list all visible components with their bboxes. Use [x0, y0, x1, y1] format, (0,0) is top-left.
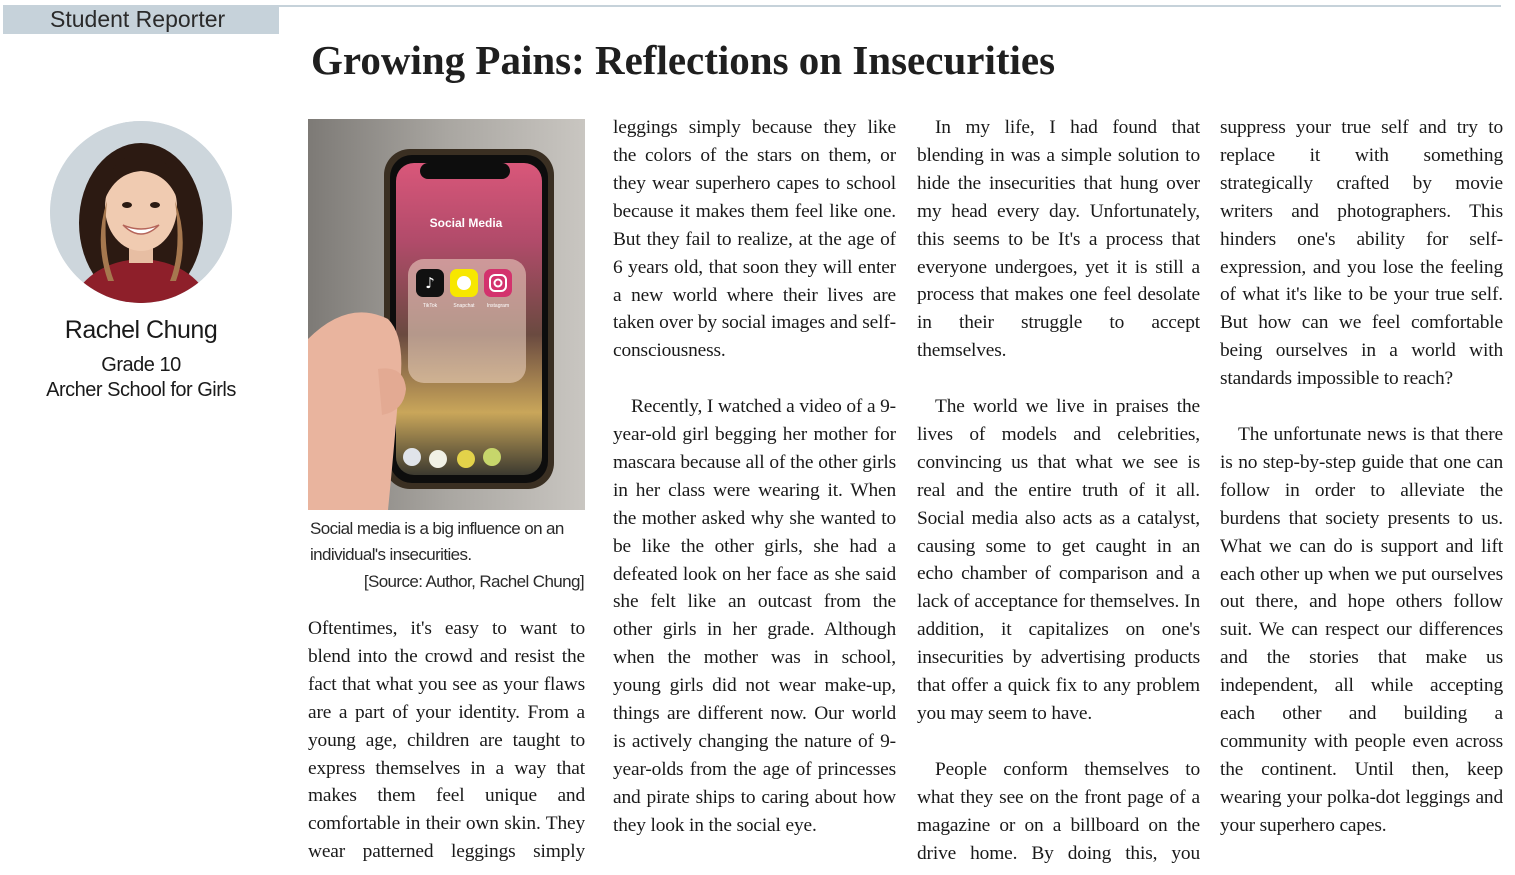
article-column-3 — [917, 114, 1200, 871]
author-grade: Grade 10 — [101, 354, 181, 376]
article-photo — [308, 119, 585, 510]
article-paragraph-continued: suppress your true self and try to replace it with something strategically crafted by movie writers and photographers. This hinders one's ability for self-expression, and you lose the feeling of what it's like to be your true self. But how can we feel comfortable being ourselves in a world with standards impossible to reach? — [1220, 117, 1503, 390]
instagram-icon — [484, 269, 512, 297]
header-rule — [279, 5, 1501, 7]
article-paragraph: The unfortunate news is that there is no step-by-step guide that one can follow in order to alleviate the burdens that society presents to us. What we can do is support and lift each other up when we put ourselves out there, and hope others follow suit. We can respect our differences and the stories that make us independent, all while accepting each other and building a community with people even across the continent. Until then, keep wearing your polka-dot leggings and your superhero capes. — [1220, 423, 1503, 836]
photo-caption: Social media is a big influence on an individual's insecurities. — [310, 519, 564, 564]
social-media-folder-label: Social Media — [429, 216, 503, 230]
author-photo — [50, 121, 232, 303]
article-paragraph: People conform themselves to what they see on the front page of a magazine or on a billboard on the drive home. By doing this, you — [917, 758, 1200, 864]
article-column-1 — [308, 615, 585, 870]
svg-text:♪: ♪ — [425, 274, 435, 292]
photo-source: [Source: Author, Rachel Chung] — [363, 572, 584, 591]
article-title: Growing Pains: Reflections on Insecurities — [311, 37, 1056, 83]
article-paragraph: The world we live in praises the lives of models and celebrities, convincing us that what we see is real and the entire truth of it all. Social media also acts as a catalyst, causing some to get caught in an echo chamber of comparison and a lack of acceptance for themselves. In addition, it capitalizes on one's insecurities by advertising products that offer a quick fix to any problem you may seem to have. — [917, 396, 1200, 725]
section-label: Student Reporter — [3, 5, 279, 34]
article-paragraph: In my life, I had found that blending in was a simple solution to hide the insecurities that hung over my head every day. Unfortunately, this seems to be It's a process that everyone undergoes, yet it is still a process that makes one feel desolate in their struggle to accept themselves. — [917, 117, 1200, 362]
tiktok-label: TikTok — [422, 303, 438, 309]
author-school: Archer School for Girls — [46, 379, 236, 401]
article-paragraph: Oftentimes, it's easy to want to blend into the crowd and resist the fact that what you see as your flaws are a part of your identity. From a young age, children are taught to express themselves in a way that makes them feel unique and comfortable in their own skin. They wear patterned leggings simply — [308, 618, 585, 863]
article-column-4 — [1220, 114, 1503, 871]
article-paragraph-continued: leggings simply because they like the colors of the stars on them, or they wear superhero capes to school because it makes them feel like one. But they fail to realize, at the age of 6 years old, that soon they will enter a new world where their lives are taken over by social images and self-consciousness. — [613, 117, 896, 362]
author-name: Rachel Chung — [64, 316, 218, 344]
snapchat-label: Snapchat — [453, 303, 475, 309]
article-paragraph: Recently, I watched a video of a 9-year-old girl begging her mother for mascara because all of the other girls in her class were wearing it. When the mother asked why she wanted to be like the other girls, she had a defeated look on her face as she said she felt like an outcast from the other girls in her grade. Although when the mother was in school, young girls did not wear make-up, things are different now. Our world is actively changing the nature of 9-year-olds from the age of princesses and pirate ships to caring about how they look in the social eye. — [613, 396, 896, 836]
instagram-label: Instagram — [486, 303, 510, 309]
article-column-2 — [613, 114, 896, 871]
